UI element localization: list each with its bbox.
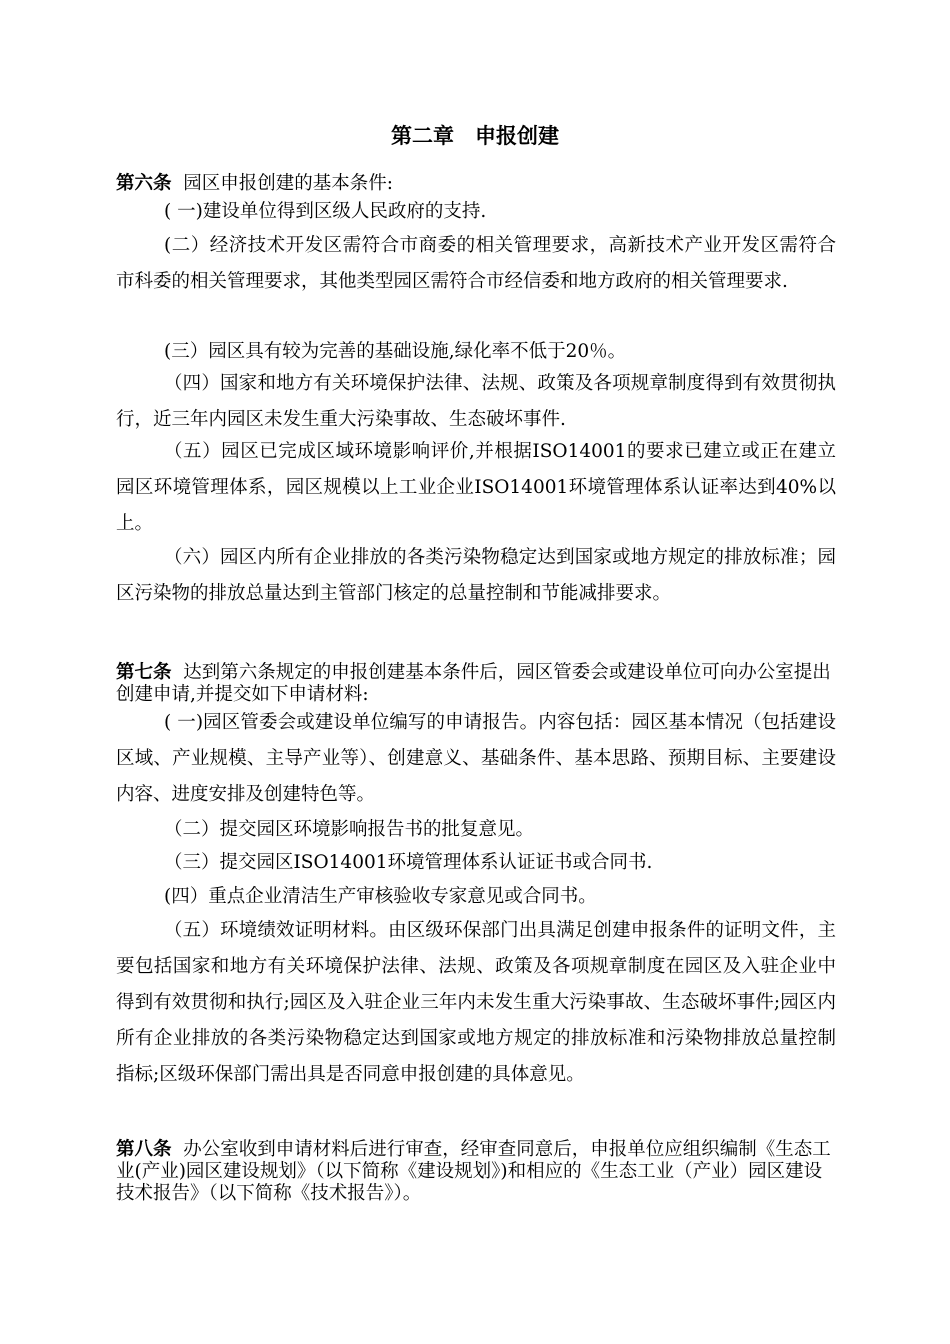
article-6: [116, 173, 836, 195]
article-8: [116, 1139, 836, 1205]
article-6-item-5: （五）园区已完成区域环境影响评价,并根据ISO14001的要求已建立或正在建立园区环境管理体系，园区规模以上工业企业ISO14001环境管理体系认证率达到40%以上。: [116, 441, 836, 534]
article-label: 第八条: [116, 1139, 172, 1160]
article-intro: 达到第六条规定的申报创建基本条件后，园区管委会或建设单位可向办公室提出创建申请,并提交如下申请材料:: [116, 662, 831, 705]
article-6-item-1: ( 一)建设单位得到区级人民政府的支持.: [164, 201, 487, 222]
article-6-item-6: （六）园区内所有企业排放的各类污染物稳定达到国家或地方规定的排放标准；园区污染物的排放总量达到主管部门核定的总量控制和节能减排要求。: [116, 547, 836, 604]
article-7-item-1: ( 一)园区管委会或建设单位编写的申请报告。内容包括：园区基本情况（包括建设区域、产业规模、主导产业等）、创建意义、基础条件、基本思路、预期目标、主要建设内容、进度安排及创建特色等。: [116, 712, 836, 805]
article-7-item-4: (四）重点企业清洁生产审核验收专家意见或合同书。: [164, 886, 597, 907]
article-7: [116, 662, 836, 706]
article-intro: 园区申报创建的基本条件:: [183, 173, 394, 194]
article-intro: 办公室收到申请材料后进行审查，经审查同意后，申报单位应组织编制《生态工业(产业)园区建设规划》（以下简称《建设规划》)和相应的《生态工业（产业）园区建设技术报告》（以下简称《技术报告》）。: [116, 1139, 831, 1204]
chapter-title: 第二章 申报创建: [391, 124, 559, 148]
article-6-item-4: （四）国家和地方有关环境保护法律、法规、政策及各项规章制度得到有效贯彻执行，近三年内园区未发生重大污染事故、生态破坏事件.: [116, 373, 836, 430]
article-6-item-3: (三）园区具有较为完善的基础设施,绿化率不低于20％。: [164, 341, 627, 362]
article-label: 第七条: [116, 662, 172, 683]
article-7-item-3: （三）提交园区ISO14001环境管理体系认证证书或合同书.: [164, 852, 653, 873]
article-7-item-5: （五）环境绩效证明材料。由区级环保部门出具满足创建申报条件的证明文件，主要包括国家和地方有关环境保护法律、法规、政策及各项规章制度在园区及入驻企业中得到有效贯彻和执行;园区及入驻企业三年内未发生重大污染事故、生态破坏事件;园区内所有企业排放的各类污染物稳定达到国家或地方规定的排放标准和污染物排放总量控制指标;区级环保部门需出具是否同意申报创建的具体意见。: [116, 920, 836, 1085]
article-7-item-2: （二）提交园区环境影响报告书的批复意见。: [164, 819, 535, 840]
article-label: 第六条: [116, 173, 172, 194]
article-6-item-2: (二）经济技术开发区需符合市商委的相关管理要求，高新技术产业开发区需符合市科委的相关管理要求，其他类型园区需符合市经信委和地方政府的相关管理要求.: [116, 235, 836, 292]
